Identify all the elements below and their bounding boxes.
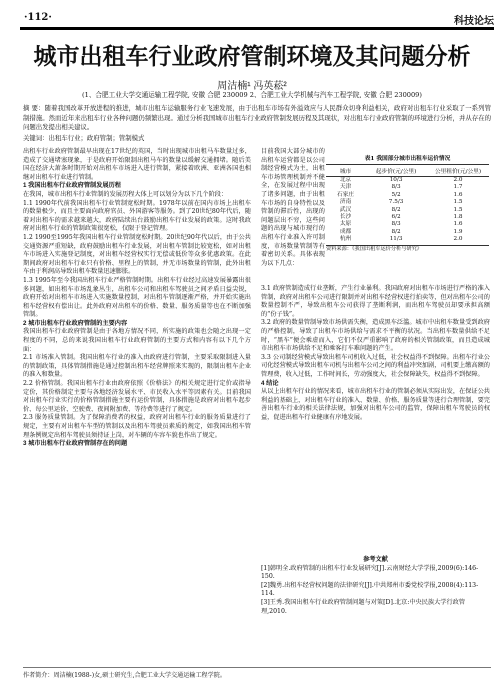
table-cell: 石家庄 [337, 191, 355, 198]
left-para-2: 在我国，城市出租车行业管制的发展历程大体上可以划分为以下几个阶段： [23, 190, 228, 198]
table-cell: 1.8 [453, 214, 463, 221]
table-cell: 2.0 [453, 177, 463, 183]
reference-3: [3]王秀.我国出租车行业政府管制问题与对策[D].北京:中央民族大学行政管理,2010. [261, 598, 466, 615]
references-title: 参考文献 [363, 556, 388, 563]
header-rule [20, 27, 494, 30]
table-header-city: 城市 [339, 169, 352, 175]
table-header-km: 公里租价(元/公里) [434, 169, 482, 175]
right-para-1: 3.1 政府管制造成行业垄断，产生行业暴利。我国政府对出租车市场进行严格的准入管制，政府对出租车公司进行限制并对出租车经营权进行拍卖等，但对出租车公司的数量控制不严，导致出租车公司获得了垄断利润，而出租车驾驶员却要承担高额的“份子钱”。 [261, 285, 490, 318]
left-para-4: 1.2 1990至1995年我国出租车行业管制宽松时期。20世纪90年代以后，由于公共交通资源严重短缺，政府鼓励出租车行业发展，对出租车管制比较宽松，如对出租车市场进入实施登记制度，对出租车经营权实行无偿或低价等众多优惠政策。在此期间政府对出租车行业只有价格、里程上的管制，并无市场数量的管制，此外出租车由于利润高导致出租车数量迅速膨胀。 [23, 233, 251, 276]
table-cell: 8/3 [391, 221, 401, 228]
right-para-5: 从以上出租车行业的情况来看，城市出租车行业的管制必须从实际出发，在保证公共利益的基础上，对出租车行业的准入、数量、价格、服务质量等进行合理管制，要完善出租车行业的相关法律法规，加强对出租车公司的监管，保障出租车驾驶员的权益，促进出租车行业健康有序地发展。 [261, 388, 490, 421]
references [261, 556, 490, 616]
paper-authors: 周洁楠¹ 冯英菘² [217, 81, 287, 92]
table-cell: 6/2 [391, 214, 401, 221]
table-cell: 武汉 [339, 206, 352, 213]
table-cell: 10/3 [389, 177, 403, 183]
table-row [326, 221, 489, 228]
table-body [326, 177, 489, 244]
left-heading-1: 1 我国出租车行业政府管制发展历程 [23, 182, 121, 190]
right-para-2: 3.2 政府的数量管制导致市场供需失衡，造成黑车泛滥。城市中出租车数量受到政府的严格控制，导致了出租车市场供给与需求不平衡的状况。当出租车数量供给不足时，“黑车”便会乘虚而入，它们不仅严重影响了政府的相关管制政策，而且造成城市出租车市场供给不足和乘客打车难问题的产生。 [261, 319, 490, 353]
table-cell: 1.6 [453, 221, 463, 228]
left-heading-6: 2 城市出租车行业政府管制的主要内容 [23, 319, 128, 327]
table-cell: 7.5/3 [388, 199, 404, 206]
left-para-10: 2.3 服务质量管制。为了保障消费者的权益，政府对出租车行业的服务质量进行了规定，主要有对出租车车型的管制以及出租车驾驶员素质的规定，如我国出租车管理条例规定出租车驾驶员须持证上岗，对车辆的车容车貌也作出了规定。 [23, 414, 251, 439]
table-note: 资料来源：《我国出租车运价分析与研究》 [326, 245, 489, 252]
table-header-row [326, 164, 489, 177]
paper-keywords: 关键词：出租车行业；政府管制；管制模式 [23, 134, 145, 142]
table-cell: 1.6 [453, 191, 463, 198]
right-heading-4: 4 结论 [261, 379, 279, 387]
left-para-8: 2.1 市场准入管制。我国出租车行业的准入由政府进行管制，主要采取限制进入量的管制政策，具体管制措施是通过控制出租车经营牌照来实现的，限制出租车企业的准入和数量。 [23, 354, 251, 379]
right-para-0: 目前我国大部分城市的出租车运营都是以公司制经营模式为主，出租车市场管理机制并不健全，在发展过程中出现了诸多问题，由于出租车市场的自身特性以及管制的滞后性，出现的问题层出不穷，这些问题的出现与城市现行的出租车行业准入许可制度，市场数量管制等有着密切关系。具体表现为以下几点： [261, 148, 325, 267]
table-cell: 杭州 [339, 236, 352, 243]
table-cell: 1.5 [453, 206, 463, 213]
table-cell: 8/2 [391, 228, 401, 235]
table-row [326, 184, 489, 191]
table-cell: 太原 [339, 221, 352, 228]
table-cell: 长沙 [339, 214, 352, 221]
table-cell: 济南 [339, 199, 352, 206]
table-cell: 1.5 [453, 199, 463, 206]
table-header-start: 起步价(元/公里) [375, 169, 417, 175]
table-row [326, 236, 489, 243]
author-note: 作者简介：周洁楠(1988-)女,硕士研究生,合肥工业大学交通运输工程学院。 [23, 667, 491, 679]
paper-affiliation: (1、合肥工业大学交通运输工程学院, 安徽 合肥 230009 2、合肥工业大学机械与汽车工程学院, 安徽 合肥 230009) [82, 91, 422, 99]
table-cell: 8/2 [391, 206, 401, 213]
table-cell: 5/2 [391, 191, 401, 198]
table-cell: 1.7 [453, 184, 463, 191]
table-cell: 1.9 [453, 228, 463, 235]
left-para-3: 1.1 1990年代前我国出租车行业管制宽松时期。1978年以前在国内市场上出租车的数量极少，而且主要面向政府官员、外国游客等服务。到了20世纪80年代后，随着对出租车的需求越来越大，政府陆续出台鼓励出租车行业发展的政策。这时我政府对出租车行业的管制政策很宽松，仅限于登记管理。 [23, 199, 251, 233]
right-para-3: 3.3 公司制经营模式导致出租车司机收入过低，社会权益得不到保障。出租车行业公司化经营模式导致出租车司机与出租车公司之间的利益冲突加剧，司机要上缴高额的管理费，收入过低，工作时间长，劳动强度大，社会保障缺失，权益得不到保障。 [261, 353, 490, 378]
table-cell: 北京 [339, 177, 352, 183]
right-column-lower [261, 285, 490, 423]
page-number: ·112· [24, 12, 52, 23]
table-cell: 11/3 [389, 236, 403, 243]
table-cell: 2.0 [453, 236, 463, 243]
reference-2: [2]魏勇.出租车经营权问题的法律研究[J].中共郑州市委党校学报,2008(4):113-114. [261, 581, 479, 598]
paper-title: 城市出租车行业政府管制环境及其问题分析 [33, 43, 471, 69]
reference-1: [1]韩明全.政府管制的出租车行业发展研究[J].云南财经大学学报,2009(6):146-150. [261, 564, 479, 581]
table-row [326, 207, 489, 214]
left-para-7: 我国出租车行业政府管制是由于各地方情况不同，所实施的政策也会随之出现一定程度的不同，总的来说我国出租车行业政府管制的主要方式和内容有以下几个方面： [23, 328, 251, 353]
left-column [23, 148, 251, 449]
table-row [326, 199, 489, 206]
left-heading-11: 3 城市出租车行业政府管制存在的问题 [23, 440, 128, 448]
table-cell: 天津 [339, 184, 352, 191]
section-label: 科技论坛 [454, 16, 494, 27]
left-para-5: 1.3 1995年至今我国出租车行业严格管制时期。出租车行业经过高速发展暴露出很多问题，如出租车市场乱象丛生，出租车公司和出租车驾驶员之间矛盾日益尖锐，政府开始对出租车市场进入实施数量控制，对出租车管制逐渐严格，并开始实施出租车经营权有偿出让。此外政府对出租车的价格、数量、服务质量等也在不断加强管制。 [23, 276, 251, 319]
paper-abstract: 摘 要：随着我国改革开放进程的推进，城市出租车运输服务行业飞速发展，由于出租车市场有外溢效应与人民群众切身利益相关，政府对出租车行业采取了一系列管制措施。然而近年来出租车行业各种问题仍频繁出现。通过分析我国城市出租车行业政府管制发展历程及其现状，对出租车行业政府管制的环境进行分析，并从存在的问题出发提出相关建议。 [23, 104, 491, 131]
table-cell: 8/3 [391, 184, 401, 191]
left-para-0: 出租车行业政府管制最早出现在17世纪的英国，当时出现城市出租马车数量过多，造成了交通堵塞现象，于是政府开始限制出租马车的数量以缓解交通拥堵。随后美国在经济大萧条时期开始对出租车市场进入进行管制，紧接着欧洲、亚洲各国也相继对出租车行业进行管制。 [23, 148, 251, 181]
table-caption: 表1 我国部分城市出租车运价情况 [364, 156, 451, 162]
left-para-9: 2.2 价格管制。我国出租车行业由政府依照《价格法》的相关规定进行定价或指导定价，其价格制定主要与各地经济发展水平、市民收入水平等因素有关。目前我国对出租车行业实行的价格管制措施主要有运价管制，具体措施是政府对出租车起步价、每公里运价、空驶费、夜间附加费、等待费等进行了规定。 [23, 380, 251, 413]
table-cell: 成都 [339, 228, 352, 235]
fare-table [326, 153, 489, 282]
page-header [0, 0, 504, 34]
